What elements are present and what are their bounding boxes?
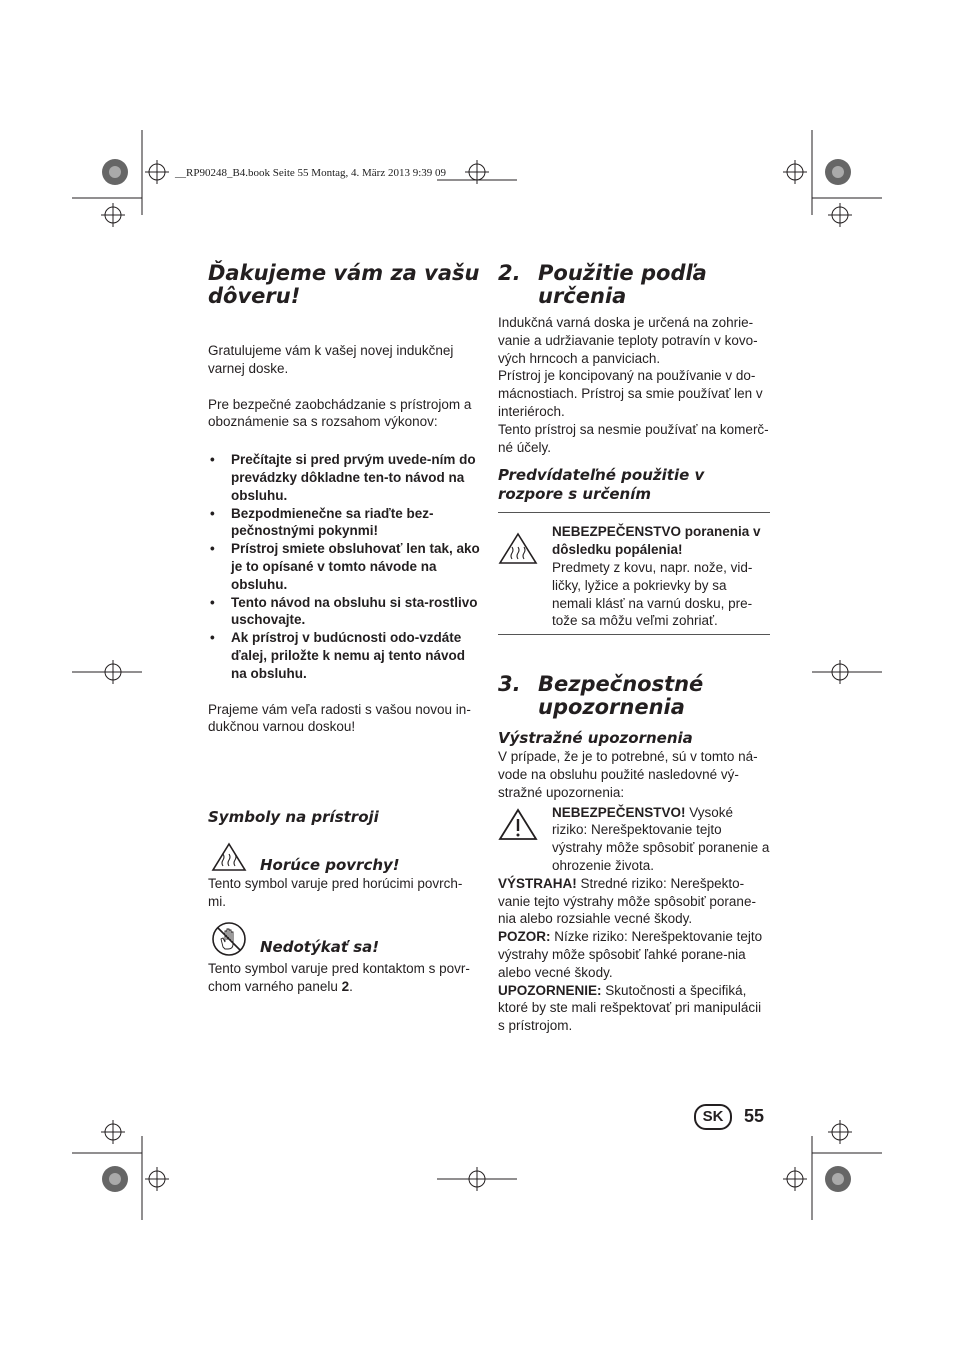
burn-warning-text: Predmety z kovu, napr. nože, vid-ličky, lyžice a pokrievky by sa nemali klásť na varnú dosku, pre-tože sa môžu veľmi zohriať.	[552, 559, 753, 629]
danger-description: Vysoké riziko: Nerešpektovanie tejto výstrahy môže spôsobiť poranenie a ohrozenie života.	[552, 804, 770, 873]
right-column	[498, 262, 770, 1035]
danger-warning-block	[498, 804, 770, 875]
list-item: • Prečítajte si pred prvým uvede-ním do prevádzky dôkladne ten-to návod na obsluhu.	[208, 451, 480, 504]
hot-surface-icon	[498, 531, 544, 567]
no-touch-text	[208, 960, 480, 996]
language-badge: SK	[694, 1104, 732, 1130]
page-title: Ďakujeme vám za vašu dôveru!	[208, 261, 480, 308]
hot-surface-text: Tento symbol varuje pred horúcimi povrch-mi.	[208, 876, 463, 909]
section-2-title	[498, 262, 770, 308]
section-2-title-text: Použitie podľa určenia	[538, 261, 707, 308]
note-level-text	[498, 982, 770, 1035]
note-label: UPOZORNENIE:	[498, 982, 602, 998]
intended-use-paragraph-2: Prístroj je koncipovaný na používanie v do-mácnostiach. Prístroj sa smie používať len v interiéroch.	[498, 368, 763, 419]
warning-label: VÝSTRAHA!	[498, 875, 577, 891]
intro-paragraph-2: Pre bezpečné zaobchádzanie s prístrojom a oboznámenie sa s rozsahom výkonov:	[208, 396, 472, 430]
divider	[498, 634, 770, 635]
no-touch-text-end: .	[349, 978, 353, 994]
section-3-title	[498, 673, 770, 719]
intro-paragraph: Gratulujeme vám k vašej novej indukčnej varnej doske.	[208, 343, 454, 376]
danger-label: NEBEZPEČENSTVO!	[552, 804, 686, 820]
no-touch-text-main: Tento symbol varuje pred kontaktom s povr-chom varného panelu	[208, 961, 470, 994]
book-info-line: __RP90248_B4.book Seite 55 Montag, 4. März 2013 9:39 09	[175, 167, 447, 179]
list-item: • Bezpodmienečne sa riaďte bez-pečnostnými pokynmi!	[208, 505, 480, 541]
burn-warning-title: NEBEZPEČENSTVO poranenia v dôsledku popálenia!	[552, 524, 761, 558]
divider	[498, 512, 770, 513]
symbols-heading: Symboly na prístroji	[208, 808, 379, 826]
warnings-heading: Výstražné upozornenia	[498, 729, 693, 748]
safety-bullet-list	[208, 451, 480, 682]
section-2-number: 2.	[498, 261, 521, 285]
hot-surface-icon	[211, 842, 247, 872]
closing-paragraph: Prajeme vám veľa radosti s vašou novou in-dukčnou varnou doskou!	[208, 701, 471, 735]
caution-label: POZOR:	[498, 929, 551, 945]
foreseeable-misuse-heading: Predvídateľné použitie v rozpore s určením	[498, 466, 705, 504]
list-item: • Ak prístroj v budúcnosti odo-vzdáte ďalej, priložte k nemu aj tento návod na obsluhu.	[208, 629, 480, 682]
note-description: Skutočnosti a špecifiká, ktoré by ste mali rešpektovať pri manipulácii s prístrojom.	[498, 982, 762, 1034]
panel-reference-number: 2	[341, 978, 350, 994]
intended-use-paragraph-3: Tento prístroj sa nesmie používať na komerč-né účely.	[498, 421, 769, 455]
page-number: 55	[744, 1106, 765, 1126]
warning-description: Stredné riziko: Nerešpekto-vanie tejto výstrahy môže spôsobiť porane-nia alebo rozsiahle vecné škody.	[498, 875, 756, 927]
warning-level-text	[498, 875, 770, 928]
list-item: • Tento návod na obsluhu si sta-rostlivo uschovajte.	[208, 594, 480, 630]
left-column	[208, 262, 480, 736]
burn-warning-box	[498, 523, 770, 630]
warnings-intro: V prípade, že je to potrebné, sú v tomto ná-vode na obsluhu použité nasledovné vý-stražné upozornenia:	[498, 749, 758, 800]
list-item: • Prístroj smiete obsluhovať len tak, ako je to opísané v tomto návode na obsluhu.	[208, 540, 480, 593]
section-3-number: 3.	[498, 672, 521, 697]
warning-triangle-icon	[498, 807, 544, 843]
no-touch-heading: Nedotýkať sa!	[260, 938, 380, 956]
caution-level-text	[498, 928, 770, 981]
danger-warning-text	[552, 804, 770, 875]
section-3-title-text: Bezpečnostné upozornenia	[538, 672, 704, 720]
intended-use-paragraph: Indukčná varná doska je určená na zohrie-vanie a udržiavanie teploty potravín v kovo-vých hrncoch a panviciach.	[498, 315, 758, 366]
caution-description: Nízke riziko: Nerešpektovanie tejto výstrahy môže spôsobiť ľahké porane-nia alebo vecné škody.	[498, 929, 763, 980]
no-touch-icon	[211, 921, 247, 957]
hot-surface-heading: Horúce povrchy!	[260, 856, 400, 874]
